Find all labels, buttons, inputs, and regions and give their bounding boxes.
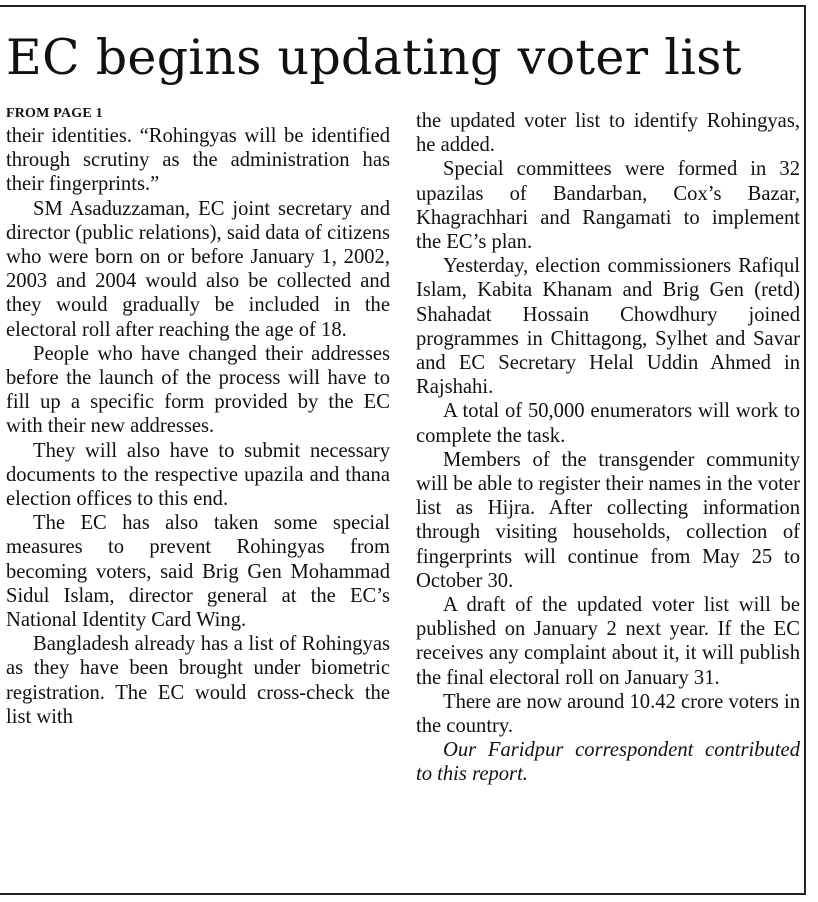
headline: EC begins updating voter list [6, 29, 742, 86]
paragraph: They will also have to submit necessary documents to the respective upazila and thana election offices to this end. [6, 439, 390, 511]
contributor-credit: Our Faridpur correspondent contributed to this report. [416, 739, 800, 786]
top-rule [0, 5, 805, 7]
paragraph: Bangladesh already has a list of Rohingyas as they have been brought under biometric registration. The EC would cross-check the list with [6, 633, 390, 728]
paragraph: People who have changed their addresses before the launch of the process will have to fill up a specific form provided by the EC with their new addresses. [6, 342, 390, 438]
right-rule [804, 5, 806, 895]
paragraph: their identities. “Rohingyas will be identified through scrutiny as the administration has their fingerprints.” [6, 125, 390, 196]
bottom-rule [0, 893, 805, 895]
article-column-left [6, 104, 390, 729]
article-column-right [416, 109, 800, 787]
paragraph: The EC has also taken some special measures to prevent Rohingyas from becoming voters, said Brig Gen Mohammad Sidul Islam, director general at the EC’s National Identity Card Wing. [6, 512, 390, 632]
paragraph: A total of 50,000 enumerators will work to complete the task. [416, 400, 800, 447]
paragraph: A draft of the updated voter list will be published on January 2 next year. If the EC receives any complaint about it, it will publish the final electoral roll on January 31. [416, 594, 800, 689]
paragraph: Members of the transgender community will be able to register their names in the voter list as Hijra. After collecting information through visiting households, collection of fingerprints will continue from May 25 to October 30. [416, 448, 800, 592]
paragraph: Yesterday, election commissioners Rafiqul Islam, Kabita Khanam and Brig Gen (retd) Shahadat Hossain Chowdhury joined programmes in Chittagong, Sylhet and Savar and EC Secretary Helal Uddin Ahmed in Rajshahi. [416, 255, 800, 399]
paragraph: the updated voter list to identify Rohingyas, he added. [416, 110, 800, 157]
continuation-kicker: FROM PAGE 1 [6, 106, 103, 121]
paragraph: Special committees were formed in 32 upazilas of Bandarban, Cox’s Bazar, Khagrachhari and Rangamati to implement the EC’s plan. [416, 158, 800, 254]
paragraph: SM Asaduzzaman, EC joint secretary and director (public relations), said data of citizens who were born on or before January 1, 2002, 2003 and 2004 would also be collected and they would gradually be included in the electoral roll after reaching the age of 18. [6, 197, 390, 341]
paragraph: There are now around 10.42 crore voters in the country. [416, 690, 800, 738]
